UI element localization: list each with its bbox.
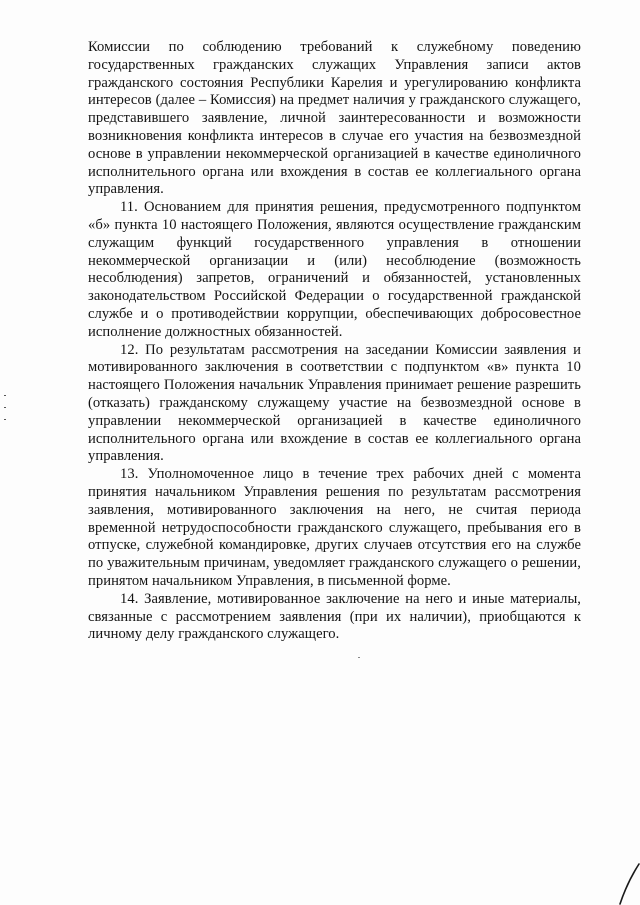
paragraph-11: 11. Основанием для принятия решения, предусмотренного подпунктом «б» пункта 10 настоящего Положения, являются осуществление гражданским служащим функций государственного управления в отношении некоммерческой организации и (или) несоблюдение (возможность несоблюдения) запретов, ограничений и обязанностей, установленных законодательством Российской Федерации о государственной гражданской службе и о противодействии коррупции, обеспечивающих добросовестное исполнение должностных обязанностей.: [88, 199, 581, 340]
scan-mark: [4, 395, 6, 396]
paragraph-12: 12. По результатам рассмотрения на заседании Комиссии заявления и мотивированного заключения в соответствии с подпунктом «в» пункта 10 настоящего Положения начальник Управления принимает решение разрешить (отказать) гражданскому служащему участие на безвозмездной основе в управлении некоммерческой организацией в качестве единоличного исполнительного органа или вхождение в состав ее коллегиального органа управления.: [88, 341, 581, 465]
intro-paragraph: Комиссии по соблюдению требований к служебному поведению государственных гражданских служащих Управления записи актов гражданского состояния Республики Карелия и урегулированию конфликта интересов (далее – Комиссия) на предмет наличия у гражданского служащего, представившего заявление, личной заинтересованности и возможности возникновения конфликта интересов в случае его участия на безвозмездной основе в управлении некоммерческой организацией в качестве единоличного исполнительного органа или вхождения в состав ее коллегиального органа управления.: [88, 39, 581, 198]
signature-stroke: [618, 862, 640, 905]
document-body: [88, 39, 581, 644]
paragraph-14: 14. Заявление, мотивированное заключение на него и иные материалы, связанные с рассмотрением заявления (при их наличии), приобщаются к личному делу гражданского служащего.: [88, 590, 581, 643]
scan-mark: [4, 407, 6, 408]
scan-dot: [358, 657, 360, 658]
scan-mark: [4, 419, 6, 420]
margin-scan-marks: [4, 395, 8, 435]
paragraph-13: 13. Уполномоченное лицо в течение трех рабочих дней с момента принятия начальником Управления решения по результатам рассмотрения заявления, мотивированного заключения на него, не считая периода временной нетрудоспособности гражданского служащего, пребывания его в отпуске, служебной командировке, других случаев отсутствия его на службе по уважительным причинам, уведомляет гражданского служащего о решении, принятом начальником Управления, в письменной форме.: [88, 466, 581, 589]
